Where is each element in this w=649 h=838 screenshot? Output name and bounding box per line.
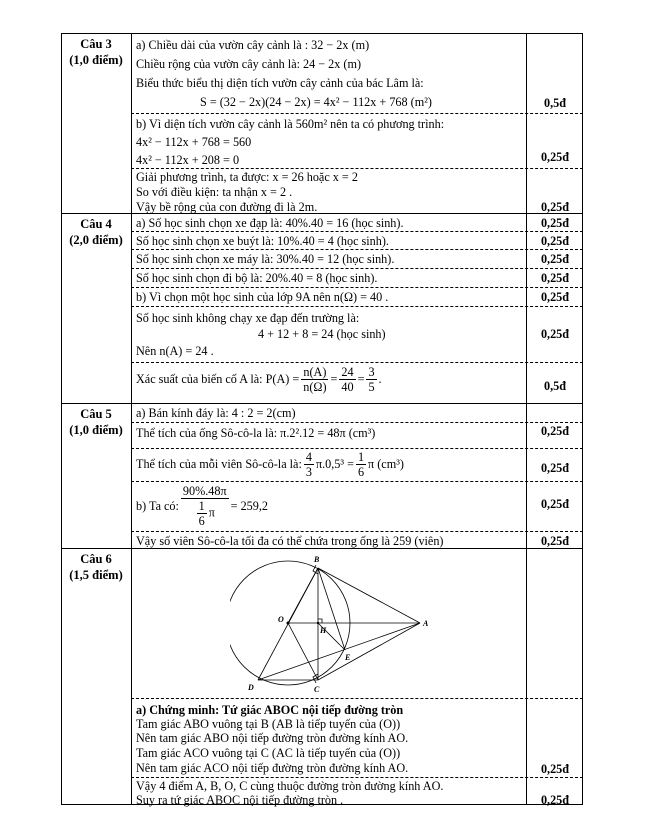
q6-line1: Tam giác ABO vuông tại B (AB là tiếp tuyến của (O)) — [136, 717, 401, 731]
q4-row4: Số học sinh chọn đi bộ là: 20%.40 = 8 (học sinh). — [136, 271, 378, 285]
q4-row6-score: 0,25đ — [540, 327, 570, 341]
q6-line2: Nên tam giác ABO nội tiếp đường tròn đường kính AO. — [136, 731, 409, 745]
q4-row2: Số học sinh chọn xe buýt là: 10%.40 = 4 (học sinh). — [136, 234, 389, 248]
q6-heading: a) Chứng minh: Tứ giác ABOC nội tiếp đường tròn — [136, 703, 404, 717]
q6-line3: Tam giác ACO vuông tại C (AC là tiếp tuyến của (O)) — [136, 746, 401, 760]
point-h-label: H — [320, 626, 327, 635]
row-divider-q5 — [61, 403, 583, 404]
q6-line6: Suy ra tứ giác ABOC nội tiếp đường tròn . — [136, 793, 344, 807]
point-e-label: E — [345, 653, 351, 662]
q4-probability: Xác suất của biến cố A là: P(A) = $\frac{n(A)}{n(\Omega)}$ = $\frac{24}{40}$ = $\frac{3}{5}$ . — [136, 365, 382, 394]
point-c-label: C — [314, 685, 320, 694]
geometry-figure — [230, 550, 440, 700]
q5-row5: Vậy số viên Sô-cô-la tối đa có thể chứa trong ống là 259 (viên) — [136, 534, 444, 548]
q4-row6b: 4 + 12 + 8 = 24 (học sinh) — [258, 327, 386, 341]
point-d-label: D — [248, 683, 254, 692]
q4-row6a: Số học sinh không chạy xe đạp đến trường là: — [136, 311, 360, 325]
q4-row3-score: 0,25đ — [540, 252, 570, 266]
q5-row3: Thể tích của mỗi viên Sô-cô-la là: $\frac{4}{3}$ π.0,5³ = $\frac{1}{6}$ π (cm³) — [136, 450, 404, 479]
q6-line6-score: 0,25đ — [540, 793, 570, 807]
q3-a-score: 0,5đ — [543, 96, 566, 110]
q4-row7-score: 0,5đ — [543, 379, 566, 393]
column-divider-label — [131, 33, 132, 805]
line-ca — [318, 623, 420, 680]
q4-row5: b) Vì chọn một học sinh của lớp 9A nên n(Ω) = 40 . — [136, 290, 389, 304]
q3-a-line1: a) Chiều dài của vườn cây cảnh là : 32 − 2x (m) — [136, 38, 370, 52]
q5-row3-score: 0,25đ — [540, 461, 570, 475]
column-divider-score — [526, 33, 527, 805]
question-5-label: Câu 5 (1,0 điểm) — [69, 407, 123, 437]
q3-b-eq1: 4x² − 112x + 768 = 560 — [136, 135, 252, 149]
q3-c-line3: Vậy bề rộng của con đường đi là 2m. — [136, 200, 318, 214]
q3-c-line2: So với điều kiện: ta nhận x = 2 . — [136, 185, 293, 199]
q3-b-line1: b) Vì diện tích vườn cây cảnh là 560m² nên ta có phương trình: — [136, 117, 445, 131]
q5-row1: a) Bán kính đáy là: 4 : 2 = 2(cm) — [136, 406, 296, 420]
q5-row2: Thể tích của ống Sô-cô-la là: π.2².12 = 48π (cm³) — [136, 426, 376, 440]
q4-row2-score: 0,25đ — [540, 234, 570, 248]
question-4-label: Câu 4 (2,0 điểm) — [69, 217, 123, 247]
q3-a-formula: S = (32 − 2x)(24 − 2x) = 4x² − 112x + 768 (m²) — [200, 95, 432, 109]
q4-row1-score: 0,25đ — [540, 216, 570, 230]
q4-row3: Số học sinh chọn xe máy là: 30%.40 = 12 (học sinh). — [136, 252, 395, 266]
q4-row5-score: 0,25đ — [540, 290, 570, 304]
point-o-label: O — [278, 615, 284, 624]
q3-a-line3: Biểu thức biểu thị diện tích vườn cây cảnh của bác Lâm là: — [136, 76, 424, 90]
line-oc — [288, 623, 318, 680]
q5-row2-score: 0,25đ — [540, 424, 570, 438]
q3-a-line2: Chiều rộng của vườn cây cảnh là: 24 − 2x (m) — [136, 57, 362, 71]
q5-row5-score: 0,25đ — [540, 534, 570, 548]
point-a-label: A — [423, 619, 429, 628]
q5-row4: b) Ta có: 90%.48π $\frac{1}{6}$ π = 259,2 — [136, 484, 268, 528]
question-3-label: Câu 3 (1,0 điểm) — [69, 37, 123, 67]
q4-row1: a) Số học sinh chọn xe đạp là: 40%.40 = 16 (học sinh). — [136, 216, 404, 230]
q3-c-score: 0,25đ — [540, 200, 570, 214]
point-b-label: B — [314, 555, 320, 564]
q6-line4-score: 0,25đ — [540, 762, 570, 776]
q6-line4: Nên tam giác ACO nội tiếp đường tròn đường kính AO. — [136, 761, 409, 775]
q4-row6c: Nên n(A) = 24 . — [136, 344, 214, 358]
q6-line5: Vậy 4 điểm A, B, O, C cùng thuộc đường tròn đường kính AO. — [136, 779, 444, 793]
q3-c-line1: Giải phương trình, ta được: x = 26 hoặc x = 2 — [136, 170, 358, 184]
q3-b-eq2: 4x² − 112x + 208 = 0 — [136, 153, 240, 167]
question-6-label: Câu 6 (1,5 điểm) — [69, 552, 123, 582]
q3-b-score: 0,25đ — [540, 150, 570, 164]
q5-row4-score: 0,25đ — [540, 497, 570, 511]
q4-row4-score: 0,25đ — [540, 271, 570, 285]
